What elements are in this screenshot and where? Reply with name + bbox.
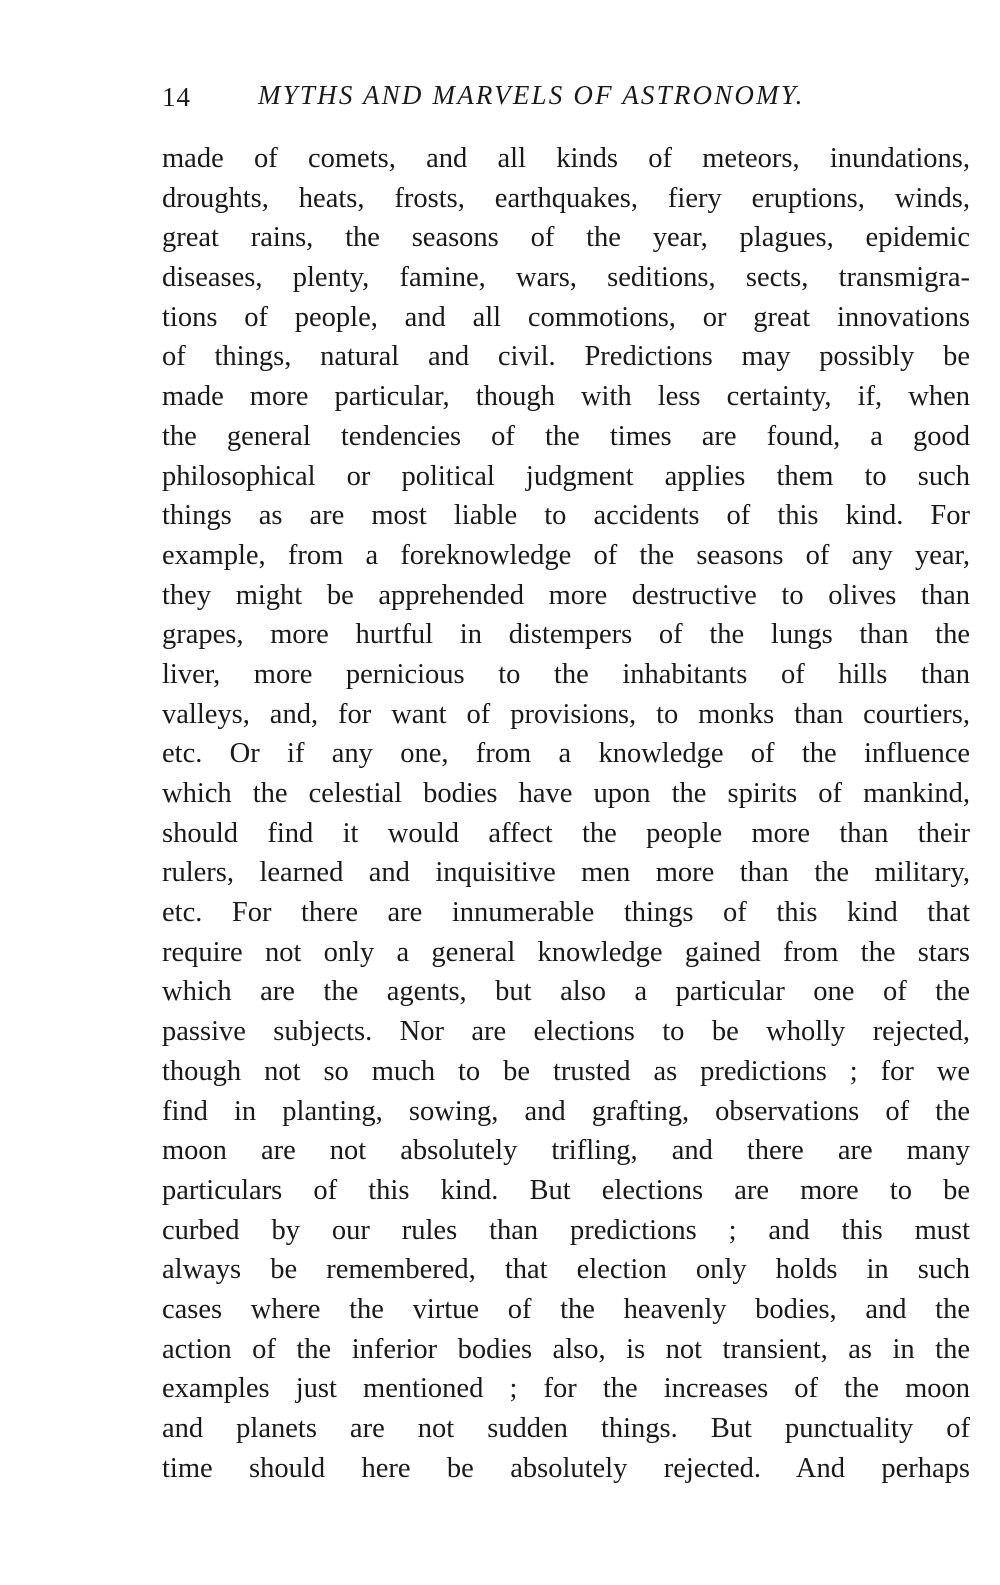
text-line: should find it would affect the people more than their <box>162 817 970 849</box>
text-line: of things, natural and civil. Predictions may possibly be <box>162 341 970 373</box>
text-line: examples just mentioned ; for the increases of the moon <box>162 1373 970 1405</box>
text-line: passive subjects. Nor are elections to be wholly rejected, <box>162 1016 970 1048</box>
text-line: diseases, plenty, famine, wars, seditions, sects, transmigra- <box>162 262 970 294</box>
text-line: great rains, the seasons of the year, plagues, epidemic <box>162 222 970 254</box>
text-line: grapes, more hurtful in distempers of the lungs than the <box>162 619 970 651</box>
text-line: droughts, heats, frosts, earthquakes, fiery eruptions, winds, <box>162 182 970 214</box>
text-line: time should here be absolutely rejected. And perhaps <box>162 1452 970 1484</box>
text-line: etc. For there are innumerable things of this kind that <box>162 897 970 929</box>
text-line: though not so much to be trusted as predictions ; for we <box>162 1055 970 1087</box>
text-line: liver, more pernicious to the inhabitants of hills than <box>162 658 970 690</box>
text-line: action of the inferior bodies also, is not transient, as in the <box>162 1333 970 1365</box>
text-line: curbed by our rules than predictions ; and this must <box>162 1214 970 1246</box>
body-text <box>162 139 970 1488</box>
text-line: made of comets, and all kinds of meteors, inundations, <box>162 143 970 174</box>
text-line: particulars of this kind. But elections are more to be <box>162 1174 970 1206</box>
text-line: example, from a foreknowledge of the seasons of any year, <box>162 539 970 571</box>
text-line: tions of people, and all commotions, or great innovations <box>162 301 970 333</box>
text-line: the general tendencies of the times are found, a good <box>162 420 970 452</box>
text-line: made more particular, though with less certainty, if, when <box>162 381 970 413</box>
text-line: always be remembered, that election only holds in such <box>162 1254 970 1286</box>
text-line: which are the agents, but also a particular one of the <box>162 976 970 1008</box>
text-line: philosophical or political judgment applies them to such <box>162 460 970 492</box>
text-line: moon are not absolutely trifling, and there are many <box>162 1135 970 1167</box>
text-line: require not only a general knowledge gained from the stars <box>162 936 970 968</box>
text-line: find in planting, sowing, and grafting, observations of the <box>162 1095 970 1127</box>
text-line: they might be apprehended more destructive to olives than <box>162 579 970 611</box>
text-line: which the celestial bodies have upon the spirits of mankind, <box>162 778 970 809</box>
text-line: valleys, and, for want of provisions, to monks than courtiers, <box>162 698 970 730</box>
text-line: and planets are not sudden things. But punctuality of <box>162 1413 970 1444</box>
page-header <box>162 76 970 116</box>
page-number: 14 <box>162 82 191 112</box>
running-title: MYTHS AND MARVELS OF ASTRONOMY. <box>258 80 805 110</box>
text-line: cases where the virtue of the heavenly bodies, and the <box>162 1293 970 1325</box>
text-line: etc. Or if any one, from a knowledge of the influence <box>162 738 970 770</box>
text-line: things as are most liable to accidents of this kind. For <box>162 500 970 532</box>
text-line: rulers, learned and inquisitive men more than the military, <box>162 857 970 889</box>
